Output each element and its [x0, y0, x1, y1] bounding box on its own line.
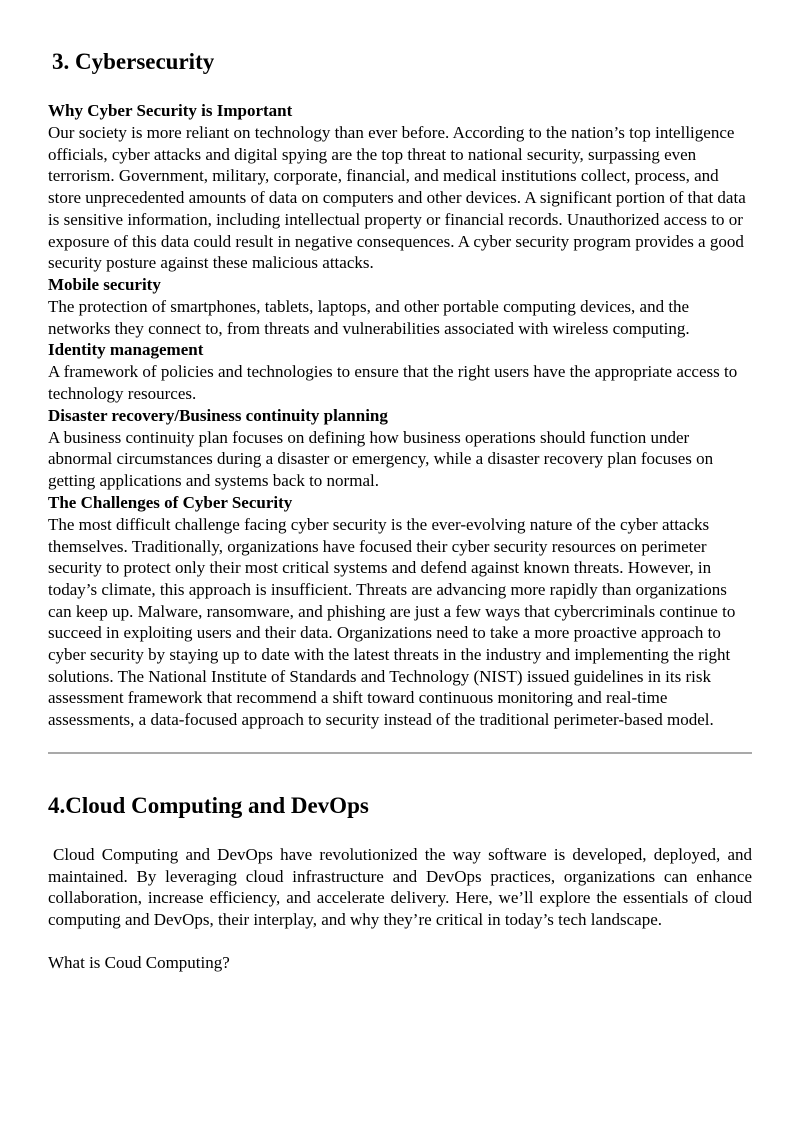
paragraph-why-important: Our society is more reliant on technology than ever before. According to the nation’s top intelligence officials, cyber attacks and digital spying are the top threat to national security, surpassing even terrorism. Government, military, corporate, financial, and medical institutions collect, process, and store unprecedented amounts of data on computers and other devices. A significant portion of that data is sensitive information, including intellectual property or financial records. Unauthorized access to or exposure of this data could result in negative consequences. A cyber security program provides a good security posture against these malicious attacks. [48, 123, 746, 273]
subheading-why-important: Why Cyber Security is Important [48, 101, 293, 120]
cybersecurity-block-challenges [48, 492, 752, 731]
subheading-identity-management: Identity management [48, 340, 204, 360]
document-content [48, 46, 752, 973]
cybersecurity-block-disaster-recovery [48, 405, 752, 492]
section-title-cybersecurity: 3. Cybersecurity [52, 49, 215, 74]
section-title-cloud-devops: 4.Cloud Computing and DevOps [48, 792, 369, 818]
subheading-mobile-security: Mobile security [48, 274, 161, 294]
paragraph-disaster-recovery: A business continuity plan focuses on defining how business operations should function under abnormal circumstances during a disaster or emergency, while a disaster recovery plan focuses on getting applications and systems back to normal. [48, 427, 714, 491]
cybersecurity-block-mobile [48, 274, 752, 339]
paragraph-mobile-security: The protection of smartphones, tablets, laptops, and other portable computing devices, and the networks they connect to, from threats and vulnerabilities associated with wireless computing. [48, 296, 690, 338]
cybersecurity-block-importance [48, 100, 752, 274]
subheading-disaster-recovery: Disaster recovery/Business continuity planning [48, 405, 388, 425]
paragraph-cloud-devops-intro: Cloud Computing and DevOps have revolutionized the way software is developed, deployed, and maintained. By leveraging cloud infrastructure and DevOps practices, organizations can enhance collaboration, increase efficiency, and accelerate delivery. Here, we’ll explore the essentials of cloud computing and DevOps, their interplay, and why they’re critical in today’s tech landscape. [48, 844, 752, 929]
question-what-is-cloud-computing: What is Coud Computing? [48, 952, 230, 972]
paragraph-challenges: The most difficult challenge facing cyber security is the ever-evolving nature of the cyber attacks themselves. Traditionally, organizations have focused their cyber security resources on perimeter security to protect only their most critical systems and defend against known threats. However, in today’s climate, this approach is insufficient. Threats are advancing more rapidly than organizations can keep up. Malware, ransomware, and phishing are just a few ways that cybercriminals continue to succeed in exploiting users and their data. Organizations need to take a more proactive approach to cyber security by staying up to date with the latest threats in the industry and implementing the right solutions. The National Institute of Standards and Technology (NIST) issued guidelines in its risk assessment framework that recommend a shift toward continuous monitoring and real-time assessments, a data-focused approach to security instead of the traditional perimeter-based model. [48, 514, 736, 730]
subheading-challenges: The Challenges of Cyber Security [48, 492, 293, 512]
paragraph-identity-management: A framework of policies and technologies to ensure that the right users have the appropriate access to technology resources. [48, 362, 738, 404]
cybersecurity-block-identity [48, 339, 752, 404]
section-divider [48, 752, 752, 754]
